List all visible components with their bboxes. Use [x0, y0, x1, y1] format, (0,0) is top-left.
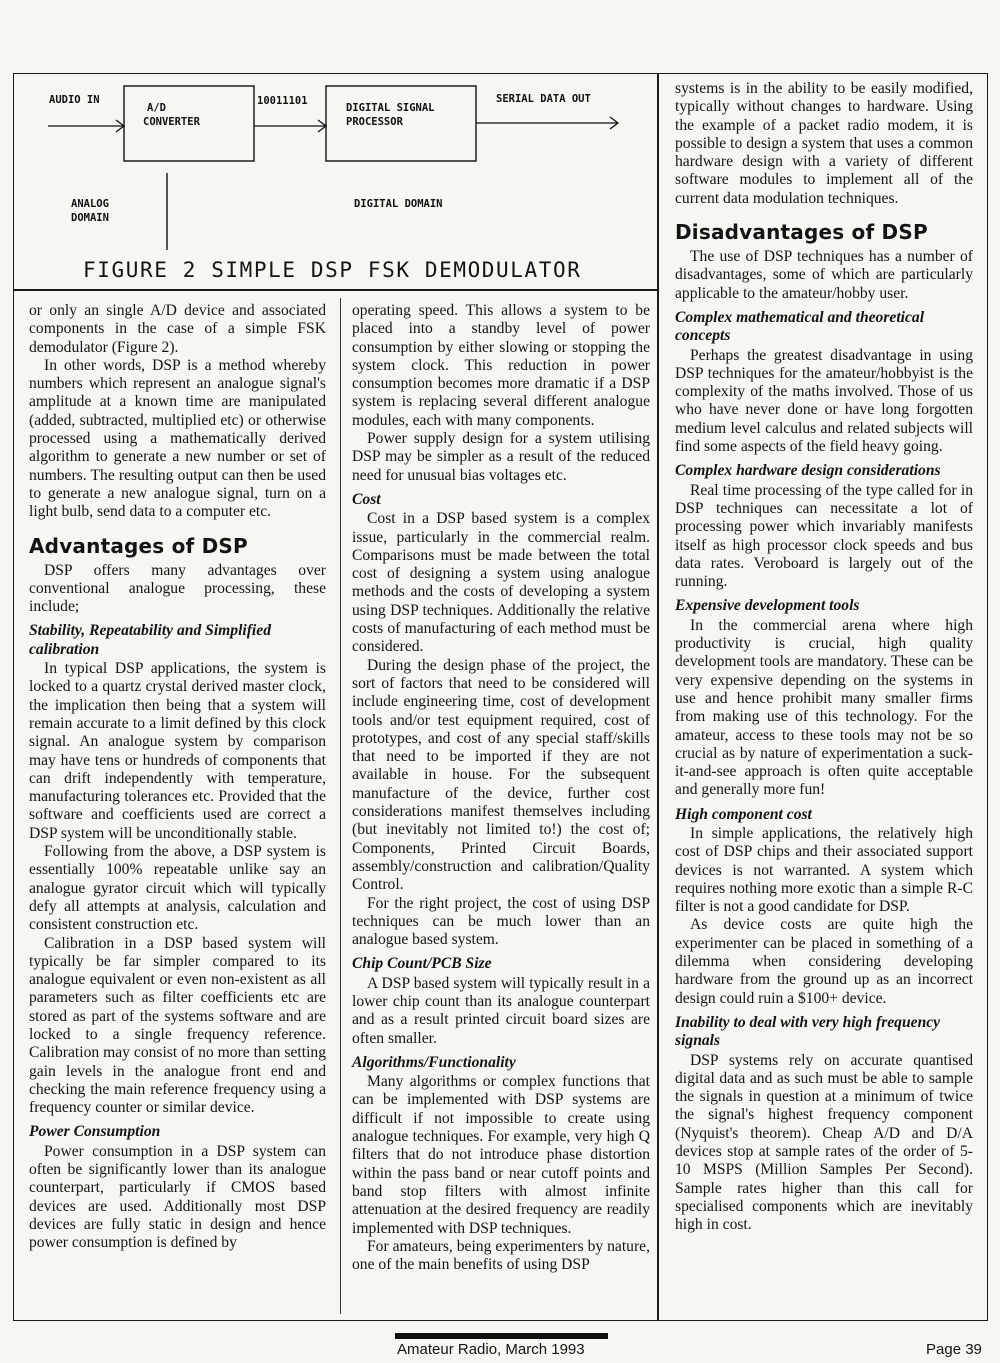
paragraph: As device costs are quite high the experimenter can be placed in something of a dilemma when considering developing hardware from the ground up as an incorrect design could ruin a $100+ device.	[675, 916, 973, 1007]
analog-domain-label-line1: ANALOG	[71, 198, 109, 210]
paragraph: During the design phase of the project, the sort of factors that need to be considered will include engineering time, cost of development tools and/or test equipment required, cost of prototypes, and cost of any special staff/skills that need to be imported if they are not available in house. For the subsequent manufacture of the device, further cost considerations manifest themselves including (but inevitably not limited to!) the cost of; Components, Printed Circuit Boards, assembly/construction and calibration/Quality Control.	[352, 656, 650, 894]
paragraph: or only an single A/D device and associated components in the case of a simple FSK demodulator (Figure 2).	[29, 302, 326, 356]
digital-domain-label: DIGITAL DOMAIN	[354, 198, 443, 210]
binary-data-label: 10011101	[257, 95, 308, 107]
subheading-component-cost: High component cost	[675, 805, 812, 823]
paragraph: DSP offers many advantages over conventional analogue processing, these include;	[29, 561, 326, 616]
dsp-label-line1: DIGITAL SIGNAL	[346, 102, 435, 114]
paragraph: systems is in the ability to be easily modified, typically without changes to hardware. Using the example of a packet radio modem, it is possible to design a system that uses a common hardware design with a variety of different software modules to implement all of the current data modulation techniques.	[675, 80, 973, 207]
paragraph: Power supply design for a system utilising DSP may be simpler as a result of the reduced need for unusual bias voltages etc.	[352, 430, 650, 484]
ad-converter-label-line1: A/D	[147, 102, 166, 114]
footer-rule	[395, 1333, 608, 1339]
subheading-chip-count: Chip Count/PCB Size	[352, 955, 492, 973]
paragraph: In the commercial arena where high productivity is crucial, high quality development tools are mandatory. These can be very expensive depending on the systems in use and hence prohibit many smaller firms from making use of this technology. For the amateur, access to these tools may not be so crucial as by nature of experimentation a suck-it-and-see approach is often quite acceptable and generally more fun!	[675, 616, 973, 799]
footer-publication: Amateur Radio, March 1993	[397, 1341, 585, 1358]
paragraph: Real time processing of the type called for in DSP techniques can necessitate a lot of processing power which invariably manifests itself as high processor clock speeds and bus data rates. Veroboard is largely out of the running.	[675, 481, 973, 591]
column-divider	[340, 298, 341, 1314]
paragraph: The use of DSP techniques has a number of disadvantages, some of which are particularly applicable to the amateur/hobby user.	[675, 248, 973, 302]
subheading-development-tools: Expensive development tools	[675, 597, 860, 615]
subheading-power-consumption: Power Consumption	[29, 1123, 161, 1141]
section-heading-disadvantages: Disadvantages of DSP	[675, 220, 928, 245]
column-1	[29, 302, 326, 1253]
subheading-complex-maths: Complex mathematical and theoretical concepts	[675, 308, 925, 345]
paragraph: Perhaps the greatest disadvantage in using DSP techniques for the amateur/hobbyist is the complexity of the maths involved. Those of us who have never done or have long forgotten medium level calculus and related subjects will find some aspects of the field heavy going.	[675, 346, 973, 456]
paragraph: A DSP based system will typically result in a lower chip count than its analogue counterpart and as a result printed circuit board sizes are often smaller.	[352, 974, 650, 1047]
analog-domain-label-line2: DOMAIN	[71, 212, 109, 224]
subheading-algorithms: Algorithms/Functionality	[352, 1053, 516, 1071]
subheading-stability: Stability, Repeatability and Simplified calibration	[29, 622, 271, 658]
paragraph: DSP systems rely on accurate quantised digital data and as such must be able to sample the signals in question at a minimum of twice the signal's highest frequency component (Nyquist's theorem). Cheap A/D and D/A devices stop at sample rates of the order of 5-10 MSPS (Million Samples Per Second). Sample rates higher than this call for specialised components which are inevitably high in cost.	[675, 1051, 973, 1234]
paragraph: For the right project, the cost of using DSP techniques can be much lower than an analogue based system.	[352, 894, 650, 949]
subheading-high-frequency: Inability to deal with very high frequency signals	[675, 1013, 941, 1050]
ad-converter-label-line2: CONVERTER	[143, 116, 200, 128]
serial-data-out-label: SERIAL DATA OUT	[496, 93, 591, 105]
paragraph: In other words, DSP is a method whereby numbers which represent an analogue signal's amplitude at a known time are manipulated (added, subtracted, multiplied etc) or otherwise processed using a mathematically derived algorithm to generate a new number or set of numbers. The resulting output can then be used to generate a new analogue signal, turn on a light bulb, send data to a computer etc.	[29, 356, 326, 521]
paragraph: In typical DSP applications, the system is locked to a quartz crystal derived master clock, the implication then being that a system will remain accurate to a limit defined by this clock signal. An analogue system by comparison may have tens or hundreds of components that can drift independently with temperature, manufacturing tolerances etc. Provided that the software and coefficients used are correct a DSP system will be unconditionally stable.	[29, 660, 326, 842]
dsp-label-line2: PROCESSOR	[346, 116, 403, 128]
column-3	[675, 80, 973, 1235]
audio-in-label: AUDIO IN	[49, 94, 100, 106]
subheading-complex-hardware: Complex hardware design considerations	[675, 462, 941, 480]
paragraph: Calibration in a DSP based system will typically be far simpler compared to its analogue equivalent or even non-existent as all parameters such as filter coefficients etc are stored as part of the systems software and are locked to a single frequency reference. Calibration may consist of no more than setting gain levels in the analogue front end and checking the main reference frequency using a frequency counter or similar device.	[29, 934, 326, 1117]
paragraph: Cost in a DSP based system is a complex issue, particularly in the commercial realm. Comparisons must be made between the total cost of designing a system using analogue methods and the costs of developing a system using DSP techniques. Additionally the relative costs of manufacturing of each method must be considered.	[352, 510, 650, 656]
paragraph: For amateurs, being experimenters by nature, one of the main benefits of using DSP	[352, 1237, 650, 1274]
paragraph: Following from the above, a DSP system is essentially 100% repeatable unlike say an analogue gyrator circuit which will typically defy all attempts at analysis, calculation and consistent construction etc.	[29, 843, 326, 934]
figure-caption: FIGURE 2 SIMPLE DSP FSK DEMODULATOR	[83, 258, 582, 282]
paragraph: Power consumption in a DSP system can often be significantly lower than its analogue counterpart, particularly if CMOS based devices are used. Additionally most DSP devices are fully static in design and hence power consumption is defined by	[29, 1142, 326, 1252]
subheading-cost: Cost	[352, 490, 381, 508]
paragraph: operating speed. This allows a system to be placed into a standby level of power consumption by either slowing or stopping the system clock. This reduction in power consumption becomes more dramatic if a DSP system is replacing several different analogue modules, each with many components.	[352, 302, 650, 429]
section-heading-advantages: Advantages of DSP	[29, 533, 248, 558]
footer-page-number: Page 39	[926, 1341, 982, 1358]
column-2	[352, 302, 650, 1274]
paragraph: Many algorithms or complex functions that can be implemented with DSP systems are difficult if not impossible to create using analogue techniques. For example, very high Q filters that do not introduce phase distortion within the pass band or near cutoff points and band stop filters with almost infinite attenuation at the desired frequency are readily implemented with DSP techniques.	[352, 1073, 650, 1237]
paragraph: In simple applications, the relatively high cost of DSP chips and their associated support devices is not warranted. A system which requires nothing more exotic than a simple R-C filter is not a good candidate for DSP.	[675, 824, 973, 916]
